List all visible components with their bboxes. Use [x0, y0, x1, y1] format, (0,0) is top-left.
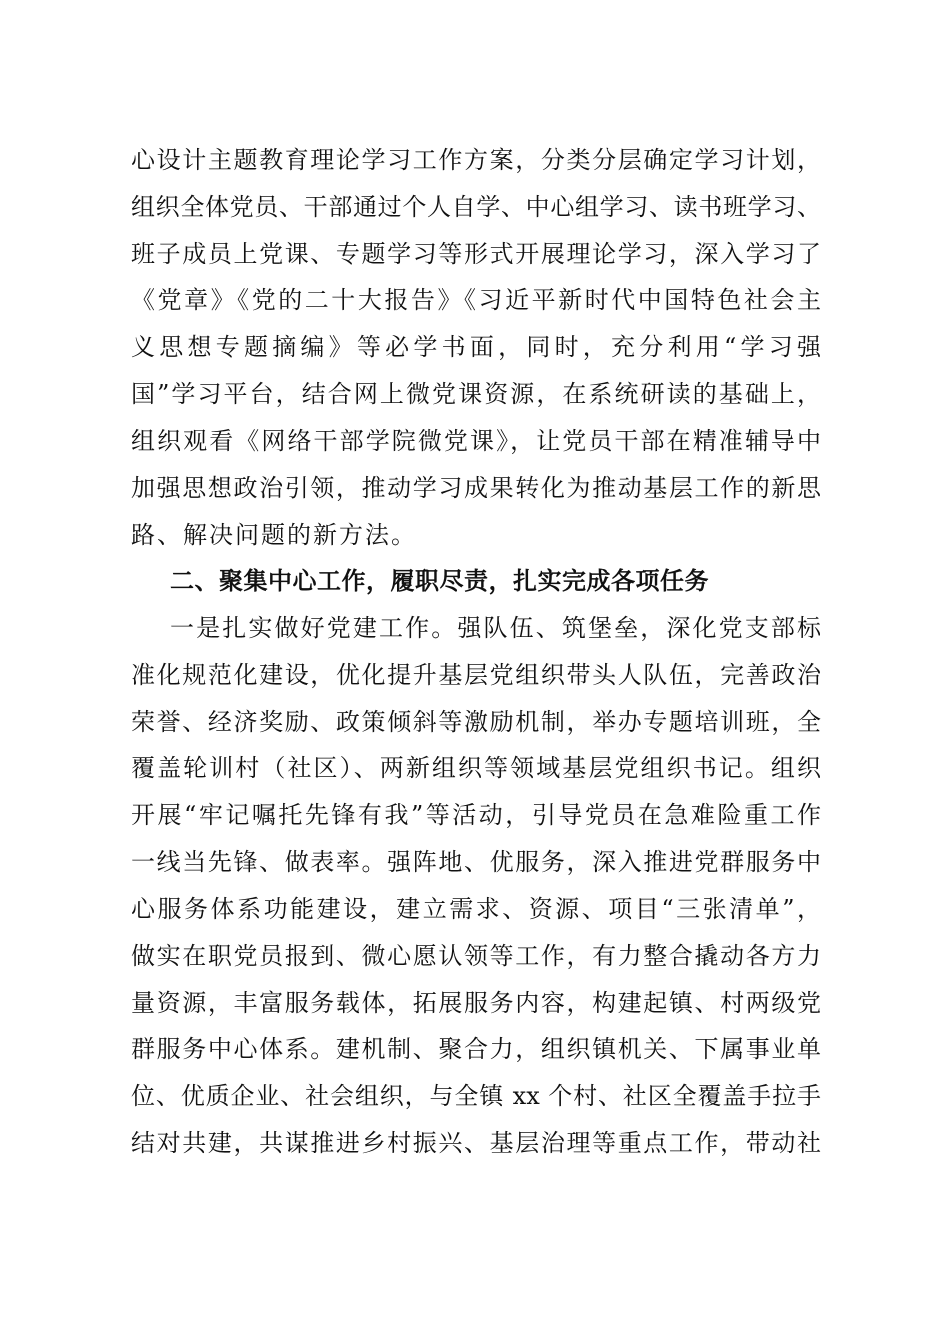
paragraph-line: 心服务体系功能建设，建立需求、资源、项目“三张清单”，	[131, 895, 821, 923]
paragraph-line: 心设计主题教育理论学习工作方案，分类分层确定学习计划，	[131, 146, 821, 174]
paragraph-line: 位、优质企业、社会组织，与全镇 xx 个村、社区全覆盖手拉手	[131, 1082, 821, 1110]
paragraph-line: 义思想专题摘编》等必学书面，同时，充分利用“学习强	[131, 333, 821, 361]
paragraph-line: 组织观看《网络干部学院微党课》，让党员干部在精准辅导中	[131, 427, 821, 455]
paragraph-line: 班子成员上党课、专题学习等形式开展理论学习，深入学习了	[131, 240, 821, 268]
paragraph-line: 组织全体党员、干部通过个人自学、中心组学习、读书班学习、	[131, 193, 821, 221]
paragraph-line: 加强思想政治引领，推动学习成果转化为推动基层工作的新思	[131, 474, 821, 502]
paragraph-line: 做实在职党员报到、微心愿认领等工作，有力整合撬动各方力	[131, 942, 821, 970]
paragraph-line: 开展“牢记嘱托先锋有我”等活动，引导党员在急难险重工作	[131, 801, 821, 829]
paragraph-line: 准化规范化建设，优化提升基层党组织带头人队伍，完善政治	[131, 661, 821, 689]
paragraph-line: 群服务中心体系。建机制、聚合力，组织镇机关、下属事业单	[131, 1035, 821, 1063]
paragraph-line: 覆盖轮训村（社区）、两新组织等领域基层党组织书记。组织	[131, 754, 821, 782]
paragraph-line: 《党章》《党的二十大报告》《习近平新时代中国特色社会主	[131, 286, 821, 314]
paragraph-line: 荣誉、经济奖励、政策倾斜等激励机制，举办专题培训班，全	[131, 708, 821, 736]
paragraph-line: 量资源，丰富服务载体，拓展服务内容，构建起镇、村两级党	[131, 989, 821, 1017]
paragraph-line: 国”学习平台，结合网上微党课资源，在系统研读的基础上，	[131, 380, 821, 408]
paragraph-line: 一是扎实做好党建工作。强队伍、筑堡垒，深化党支部标	[170, 614, 821, 642]
paragraph-line: 一线当先锋、做表率。强阵地、优服务，深入推进党群服务中	[131, 848, 821, 876]
paragraph-line: 结对共建，共谋推进乡村振兴、基层治理等重点工作，带动社	[131, 1129, 821, 1157]
section-heading: 二、聚集中心工作，履职尽责，扎实完成各项任务	[170, 567, 709, 595]
paragraph-line: 路、解决问题的新方法。	[131, 521, 417, 549]
